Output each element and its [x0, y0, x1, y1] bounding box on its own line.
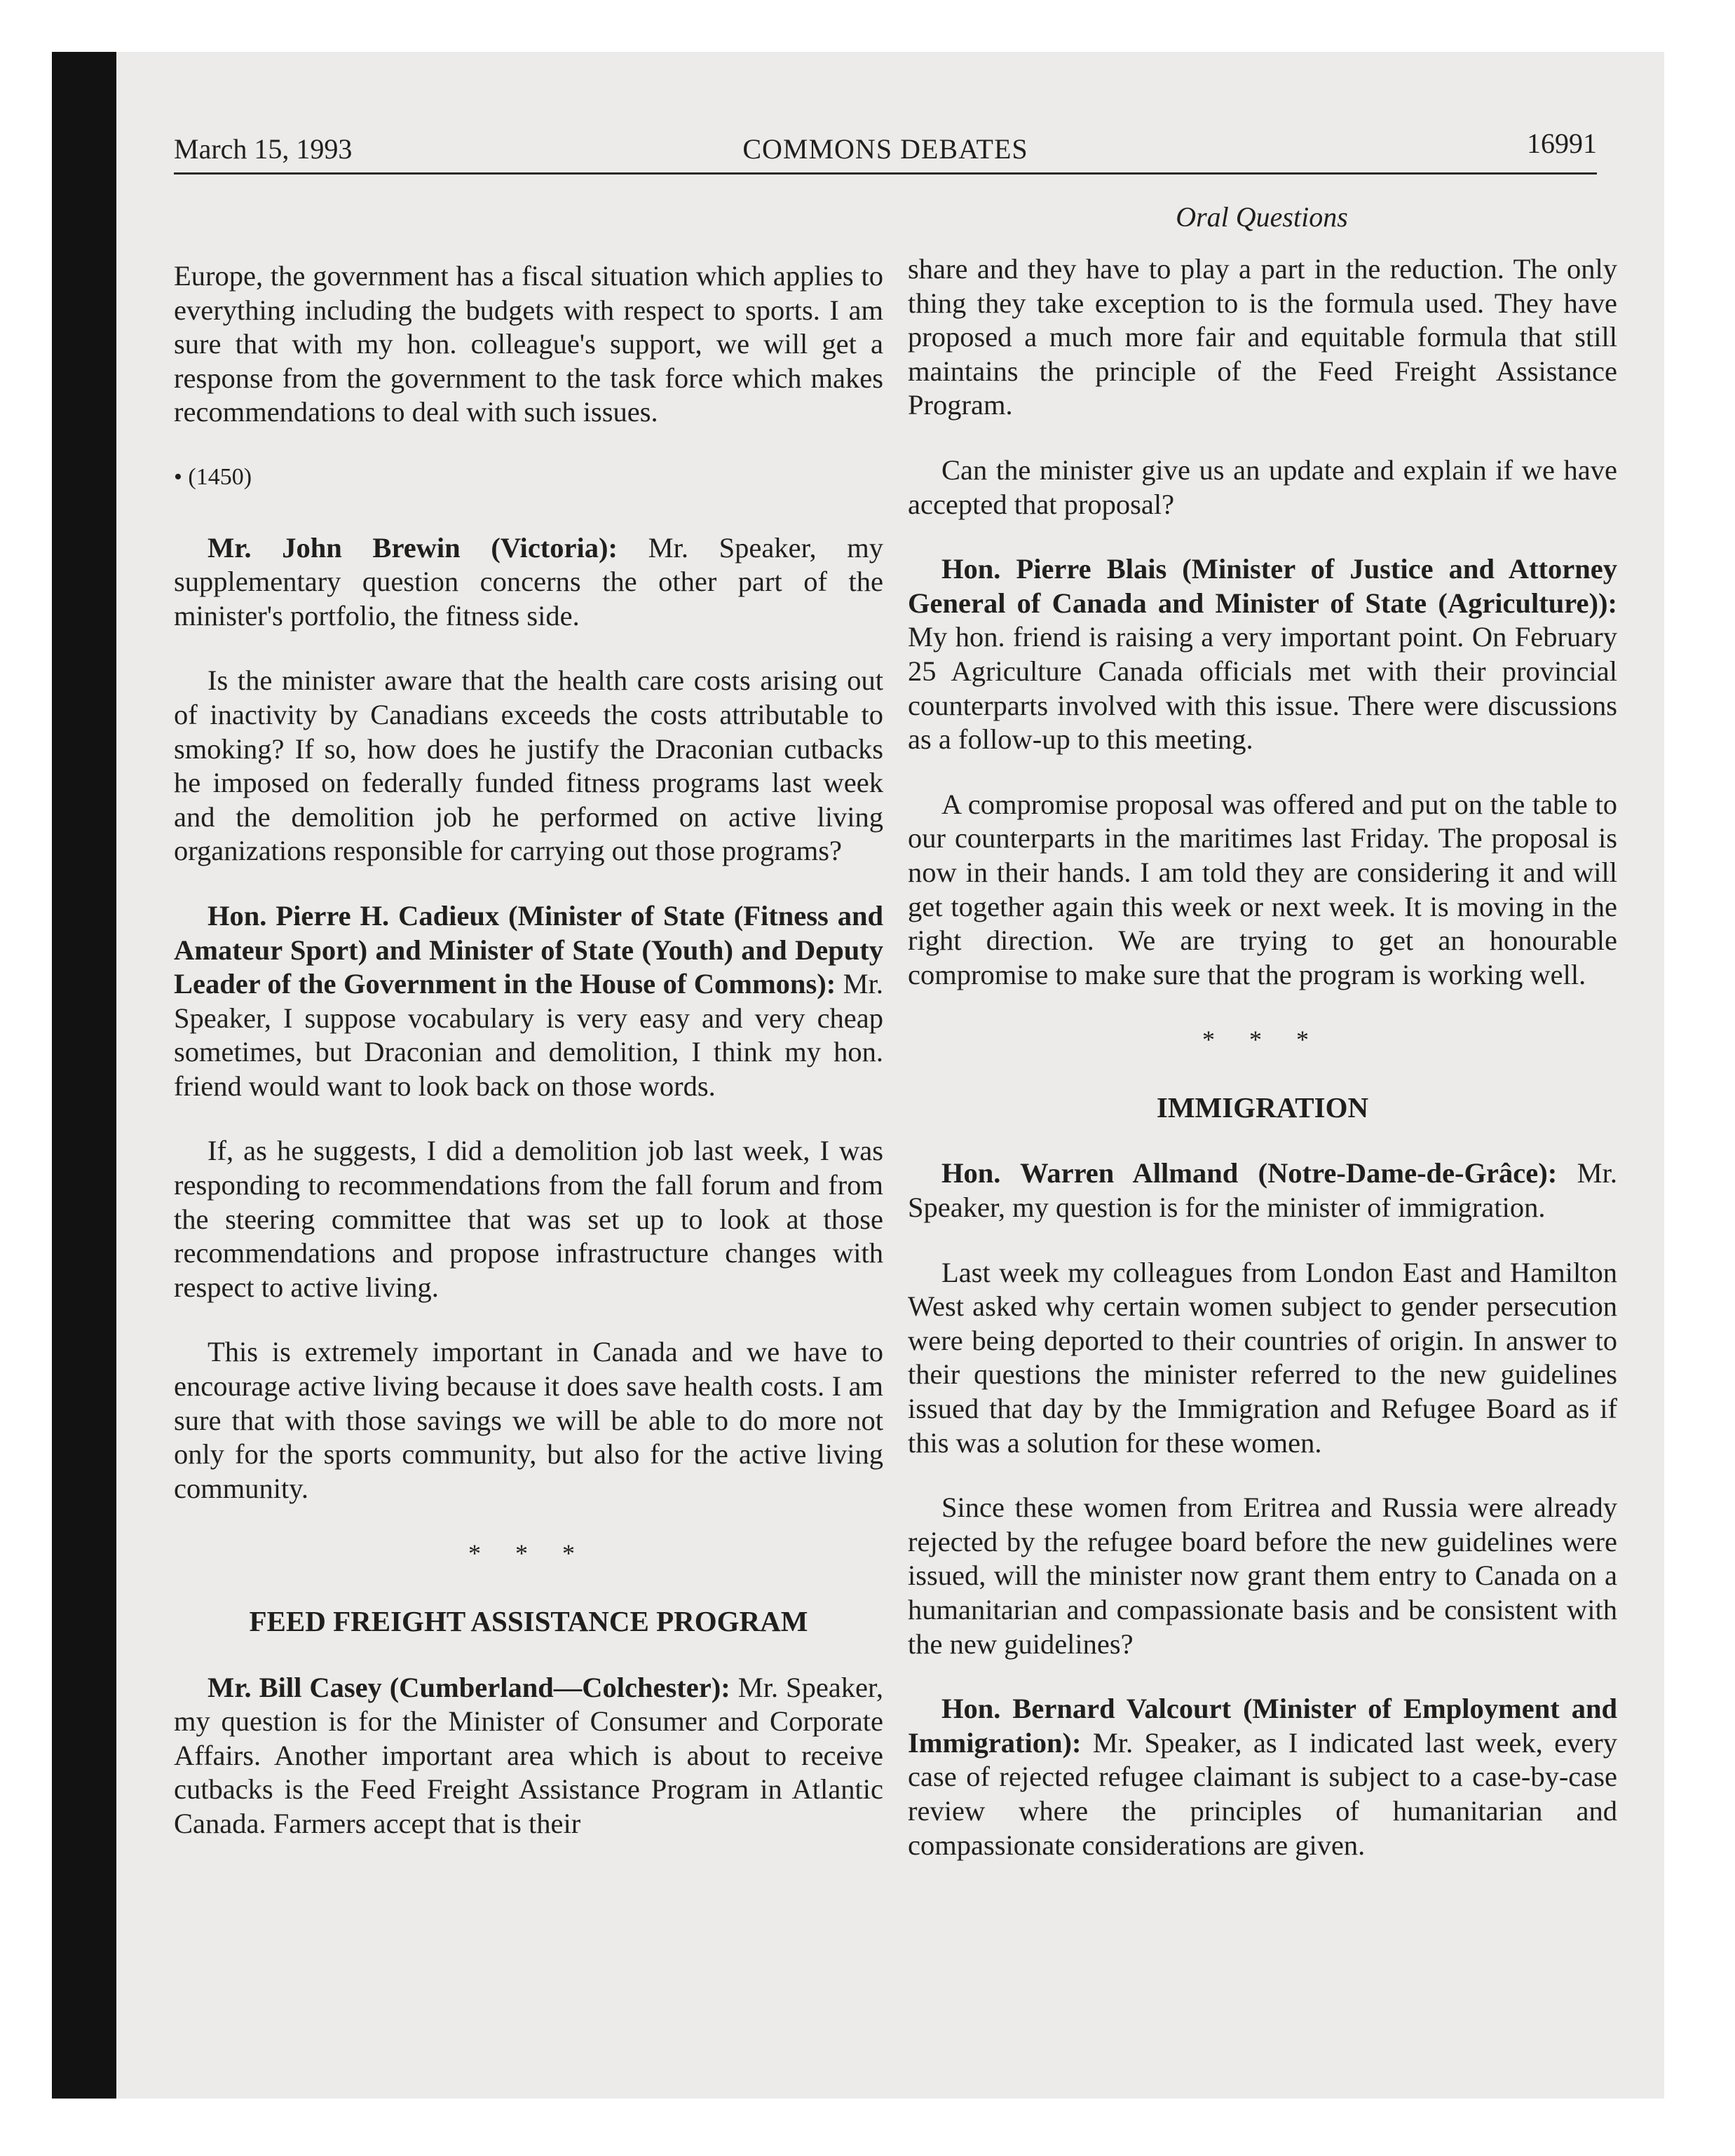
section-heading: IMMIGRATION: [1156, 1091, 1369, 1124]
speaker-name: Hon. Pierre Blais (Minister of Justice and Attorney General of Canada and Minister of State (Agriculture)):: [908, 553, 1617, 619]
speech-text: Mr. Speaker, my question is for the Minister of Consumer and Corporate Affairs. Another important area which is about to receive cutbacks is the Feed Freight Assistance Program in Atlantic Canada. Farmers accept that is their: [174, 1671, 883, 1839]
header-date: March 15, 1993: [174, 133, 353, 165]
paragraph: [174, 1671, 883, 1841]
speaker-name: Hon. Pierre H. Cadieux (Minister of State (Fitness and Amateur Sport) and Minister of State (Youth) and Deputy Leader of the Government in the House of Commons):: [174, 899, 883, 1000]
time-marker: • (1450): [174, 463, 252, 490]
header-title: COMMONS DEBATES: [742, 133, 1028, 165]
paragraph: Is the minister aware that the health care costs arising out of inactivity by Canadians exceeds the costs attributable to smoking? If so, how does he justify the Draconian cutbacks he imposed on federally funded fitness programs last week and the demolition job he performed on active living organizations responsible for carrying out those programs?: [174, 664, 883, 867]
page-number: 16991: [1527, 128, 1597, 159]
paragraph: Last week my colleagues from London East and Hamilton West asked why certain women subject to gender persecution were being deported to their countries of origin. In answer to their questions the minister referred to the new guidelines issued that day by the Immigration and Refugee Board as if this was a solution for these women.: [908, 1256, 1617, 1459]
speech-text: Mr. Speaker, my supplementary question concerns the other part of the minister's portfolio, the fitness side.: [174, 531, 883, 632]
speaker-name: Mr. Bill Casey (Cumberland—Colchester):: [207, 1671, 730, 1703]
paragraph: [908, 552, 1617, 757]
section-label: Oral Questions: [1176, 201, 1348, 233]
paragraph: A compromise proposal was offered and put on the table to our counterparts in the maritimes last Friday. The proposal is now in their hands. I am told they are considering it and will get together again this week or next week. It is moving in the right direction. We are trying to get an honourable compromise to make sure that the program is working well.: [908, 788, 1617, 990]
right-column: [908, 252, 1617, 1893]
paragraph: Can the minister give us an update and explain if we have accepted that proposal?: [908, 453, 1617, 520]
section-separator: * * *: [468, 1539, 589, 1568]
left-column: [174, 259, 883, 1872]
speaker-name: Hon. Warren Allmand (Notre-Dame-de-Grâce):: [941, 1157, 1558, 1189]
paragraph: Europe, the government has a fiscal situation which applies to everything including the budgets with respect to sports. I am sure that with my hon. colleague's support, we will get a response from the government to the task force which makes recommendations to deal with such issues.: [174, 260, 883, 428]
speech-text: Mr. Speaker, I suppose vocabulary is very easy and very cheap sometimes, but Draconian and demolition, I think my hon. friend would want to look back on those words.: [174, 968, 884, 1102]
paragraph: [174, 531, 883, 634]
speaker-name: Hon. Bernard Valcourt (Minister of Employment and Immigration):: [908, 1693, 1617, 1759]
paragraph: If, as he suggests, I did a demolition job last week, I was responding to recommendations from the fall forum and from the steering committee that was set up to look at those recommendations and propose infrastructure changes with respect to active living.: [174, 1135, 883, 1303]
paragraph: share and they have to play a part in the reduction. The only thing they take exception to is the formula used. They have proposed a much more fair and equitable formula that still maintains the principle of the Feed Freight Assistance Program.: [908, 253, 1617, 421]
speech-text: Mr. Speaker, my question is for the minister of immigration.: [908, 1157, 1617, 1224]
page-header: [174, 123, 1597, 175]
section-separator: * * *: [1202, 1025, 1323, 1054]
section-heading: FEED FREIGHT ASSISTANCE PROGRAM: [249, 1605, 808, 1637]
paragraph: [174, 899, 883, 1104]
speaker-name: Mr. John Brewin (Victoria):: [207, 531, 618, 564]
speech-text: Mr. Speaker, as I indicated last week, every case of rejected refugee claimant is subject to a case-by-case review where the principles of humanitarian and compassionate considerations are given.: [908, 1726, 1618, 1861]
paragraph: [908, 1692, 1617, 1862]
binding-edge: [52, 52, 116, 2099]
paragraph: This is extremely important in Canada and we have to encourage active living because it does save health costs. I am sure that with those savings we will be able to do more not only for the sports community, but also for the active living community.: [174, 1336, 883, 1504]
paragraph: [908, 1157, 1617, 1224]
speech-text: My hon. friend is raising a very important point. On February 25 Agriculture Canada officials met with their provincial counterparts involved with this issue. There were discussions as a follow-up to this meeting.: [908, 621, 1617, 756]
paragraph: Since these women from Eritrea and Russia were already rejected by the refugee board before the new guidelines were issued, will the minister now grant them entry to Canada on a humanitarian and compassionate basis and be consistent with the new guidelines?: [908, 1492, 1617, 1660]
